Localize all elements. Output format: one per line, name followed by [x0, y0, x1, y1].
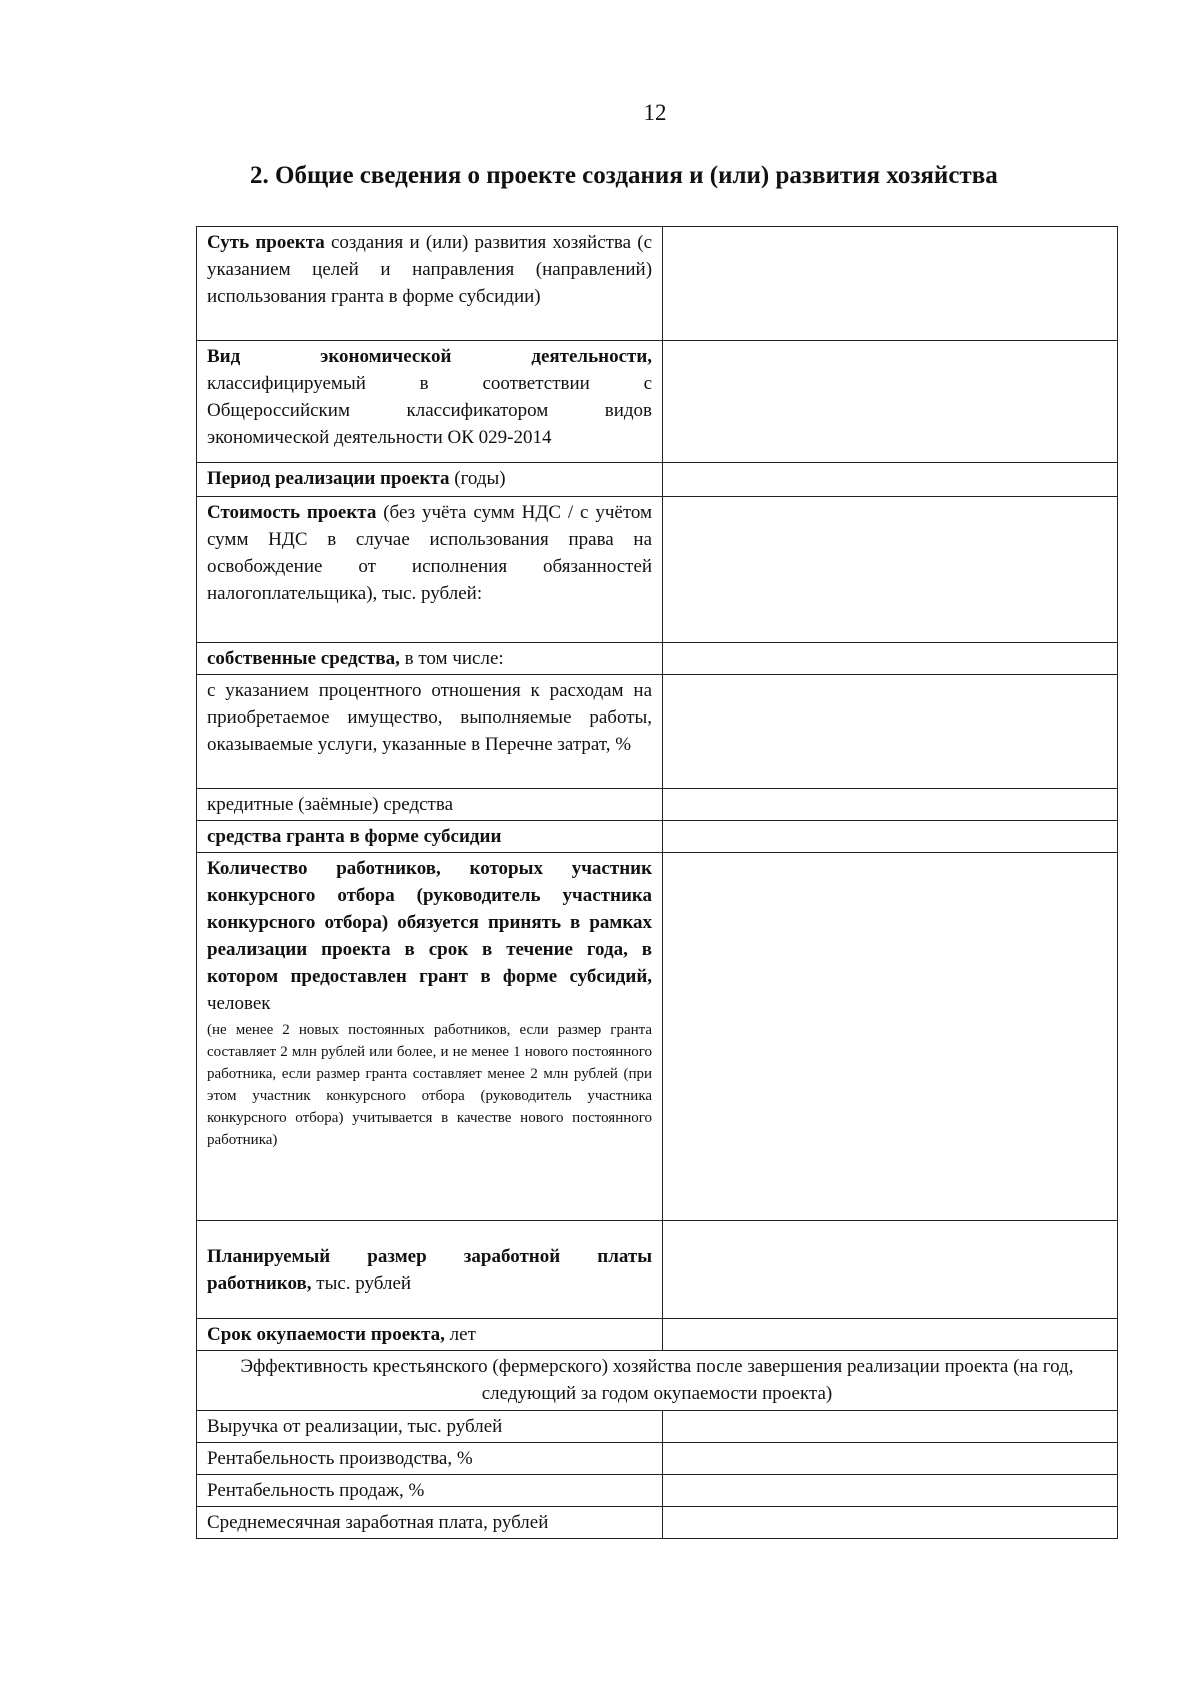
efficiency-header: Эффективность крестьянского (фермерского) хозяйства после завершения реализации проекта (на год, следующий за годом окупаемости проекта)	[197, 1351, 1118, 1411]
value-essence[interactable]	[663, 227, 1118, 341]
workers-note: (не менее 2 новых постоянных работников, если размер гранта составляет 2 млн рублей или более, и не менее 1 нового постоянного работника, если размер гранта составляет менее 2 млн рублей (при этом участник конкурсного отбора (руководитель участника конкурсного отбора) учитывается в качестве нового постоянного работника)	[207, 1022, 653, 1148]
table-row-own-funds	[197, 643, 1118, 675]
table-row-cost	[197, 497, 1118, 643]
value-prod-profitability[interactable]	[663, 1443, 1118, 1475]
label-cost: Стоимость проекта (без учёта сумм НДС / с учётом сумм НДС в случае использования права на освобождение от исполнения обязанностей налогоплательщика), тыс. рублей:	[197, 497, 663, 643]
value-credit[interactable]	[663, 789, 1118, 821]
value-percent[interactable]	[663, 675, 1118, 789]
label-salary: Планируемый размер заработной платы работников, тыс. рублей	[197, 1221, 663, 1319]
label-credit: кредитные (заёмные) средства	[197, 789, 663, 821]
table-row-percent	[197, 675, 1118, 789]
value-own-funds[interactable]	[663, 643, 1118, 675]
label-workers: Количество работников, которых участник конкурсного отбора (руководитель участника конкурсного отбора) обязуется принять в рамках реализации проекта в срок в течение года, в котором предоставлен грант в форме субсидий, человек (не менее 2 новых постоянных работников, если размер гранта составляет 2 млн рублей или более, и не менее 1 нового постоянного работника, если размер гранта составляет менее 2 млн рублей (при этом участник конкурсного отбора (руководитель участника конкурсного отбора) учитывается в качестве нового постоянного работника)	[197, 853, 663, 1221]
value-avg-salary[interactable]	[663, 1507, 1118, 1539]
table-row-sales-profitability	[197, 1475, 1118, 1507]
table-row-avg-salary	[197, 1507, 1118, 1539]
value-period[interactable]	[663, 463, 1118, 497]
value-salary[interactable]	[663, 1221, 1118, 1319]
label-grant: средства гранта в форме субсидии	[197, 821, 663, 853]
label-essence: Суть проекта создания и (или) развития хозяйства (с указанием целей и направления (направлений) использования гранта в форме субсидии)	[197, 227, 663, 341]
value-revenue[interactable]	[663, 1411, 1118, 1443]
label-percent: с указанием процентного отношения к расходам на приобретаемое имущество, выполняемые работы, оказываемые услуги, указанные в Перечне затрат, %	[197, 675, 663, 789]
table-row-revenue	[197, 1411, 1118, 1443]
label-own-funds: собственные средства, в том числе:	[197, 643, 663, 675]
table-row-payback	[197, 1319, 1118, 1351]
table-row-period	[197, 463, 1118, 497]
label-activity: Вид экономической деятельности, классифицируемый в соответствии с Общероссийским классификатором видов экономической деятельности ОК 029-2014	[197, 341, 663, 463]
table-row-activity	[197, 341, 1118, 463]
value-cost[interactable]	[663, 497, 1118, 643]
value-grant[interactable]	[663, 821, 1118, 853]
table-row-prod-profitability	[197, 1443, 1118, 1475]
table-row-workers	[197, 853, 1118, 1221]
table-row-credit	[197, 789, 1118, 821]
table-row-grant	[197, 821, 1118, 853]
value-workers[interactable]	[663, 853, 1118, 1221]
label-revenue: Выручка от реализации, тыс. рублей	[197, 1411, 663, 1443]
project-info-table	[196, 226, 1118, 1539]
value-payback[interactable]	[663, 1319, 1118, 1351]
table-row-salary	[197, 1221, 1118, 1319]
label-avg-salary: Среднемесячная заработная плата, рублей	[197, 1507, 663, 1539]
value-activity[interactable]	[663, 341, 1118, 463]
table-row-efficiency-header	[197, 1351, 1118, 1411]
page-number: 12	[643, 100, 667, 125]
table-row-essence	[197, 227, 1118, 341]
label-prod-profitability: Рентабельность производства, %	[197, 1443, 663, 1475]
section-title: 2. Общие сведения о проекте создания и (или) развития хозяйства	[250, 162, 998, 189]
value-sales-profitability[interactable]	[663, 1475, 1118, 1507]
label-sales-profitability: Рентабельность продаж, %	[197, 1475, 663, 1507]
label-period: Период реализации проекта (годы)	[197, 463, 663, 497]
label-payback: Срок окупаемости проекта, лет	[197, 1319, 663, 1351]
